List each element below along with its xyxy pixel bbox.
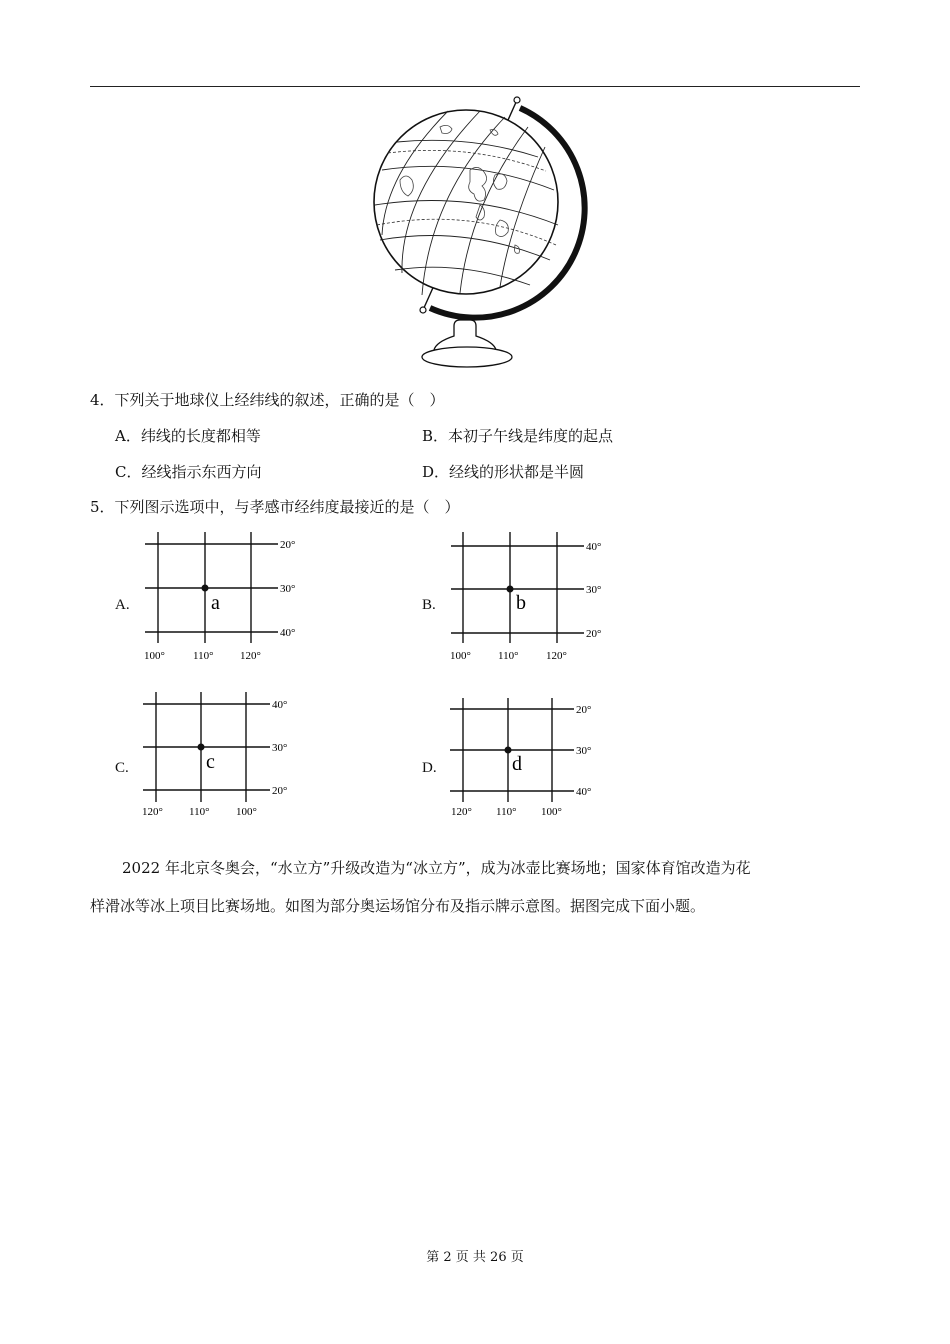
q5-a-lon-2: 110° (193, 650, 214, 662)
q5-b-lat-1: 40° (586, 541, 602, 553)
globe-icon (360, 95, 590, 375)
q5-c-lat-1: 40° (272, 699, 288, 711)
q5-a-lat-2: 30° (280, 583, 296, 595)
q5-a-lon-1: 100° (144, 650, 165, 662)
q5-d-lon-3: 100° (541, 806, 562, 818)
q5-c-lat-3: 20° (272, 785, 288, 797)
q5-d-point-label: d (512, 753, 522, 775)
header-rule (90, 86, 860, 87)
q5-d-lat-1: 20° (576, 704, 592, 716)
q5-option-a-grid (138, 528, 308, 668)
page-footer: 第 2 页 共 26 页 (426, 1250, 524, 1265)
q4-option-b[interactable]: B．本初子午线是纬度的起点 (422, 427, 614, 445)
q5-option-d-label[interactable]: D. (422, 760, 437, 776)
q5-c-lon-3: 100° (236, 806, 257, 818)
passage-line-2: 样滑冰等冰上项目比赛场地。如图为部分奥运场馆分布及指示牌示意图。据图完成下面小题。 (90, 897, 706, 915)
q5-d-lon-1: 120° (451, 806, 472, 818)
q5-option-b-grid (444, 528, 614, 668)
q5-d-lat-3: 40° (576, 786, 592, 798)
q5-b-lat-2: 30° (586, 584, 602, 596)
q5-a-lat-1: 20° (280, 539, 296, 551)
question-4-stem: 4．下列关于地球仪上经纬线的叙述，正确的是（ ） (90, 391, 445, 409)
q5-option-c-label[interactable]: C. (115, 760, 129, 776)
q4-option-c[interactable]: C．经线指示东西方向 (115, 463, 262, 481)
question-5-stem: 5．下列图示选项中，与孝感市经纬度最接近的是（ ） (90, 498, 460, 516)
q5-b-lon-3: 120° (546, 650, 567, 662)
q5-b-lat-3: 20° (586, 628, 602, 640)
q4-option-d[interactable]: D．经线的形状都是半圆 (422, 463, 585, 481)
q5-c-lon-1: 120° (142, 806, 163, 818)
q5-c-lon-2: 110° (189, 806, 210, 818)
q5-c-lat-2: 30° (272, 742, 288, 754)
q5-option-b-label[interactable]: B. (422, 597, 436, 613)
q5-c-point-label: c (206, 751, 215, 773)
q4-option-a[interactable]: A．纬线的长度都相等 (115, 427, 261, 445)
q5-option-d-grid (444, 694, 614, 834)
q5-b-point-label: b (516, 592, 526, 614)
q5-a-lat-3: 40° (280, 627, 296, 639)
q5-b-lon-2: 110° (498, 650, 519, 662)
q5-d-lat-2: 30° (576, 745, 592, 757)
q5-a-lon-3: 120° (240, 650, 261, 662)
q5-option-a-label[interactable]: A. (115, 597, 130, 613)
q5-option-c-grid (138, 690, 308, 830)
passage-line-1: 2022 年北京冬奥会，“水立方”升级改造为“冰立方”，成为冰壶比赛场地；国家体育馆改造为花 (122, 859, 751, 877)
q5-a-point-label: a (211, 592, 220, 614)
q5-b-lon-1: 100° (450, 650, 471, 662)
q5-d-lon-2: 110° (496, 806, 517, 818)
